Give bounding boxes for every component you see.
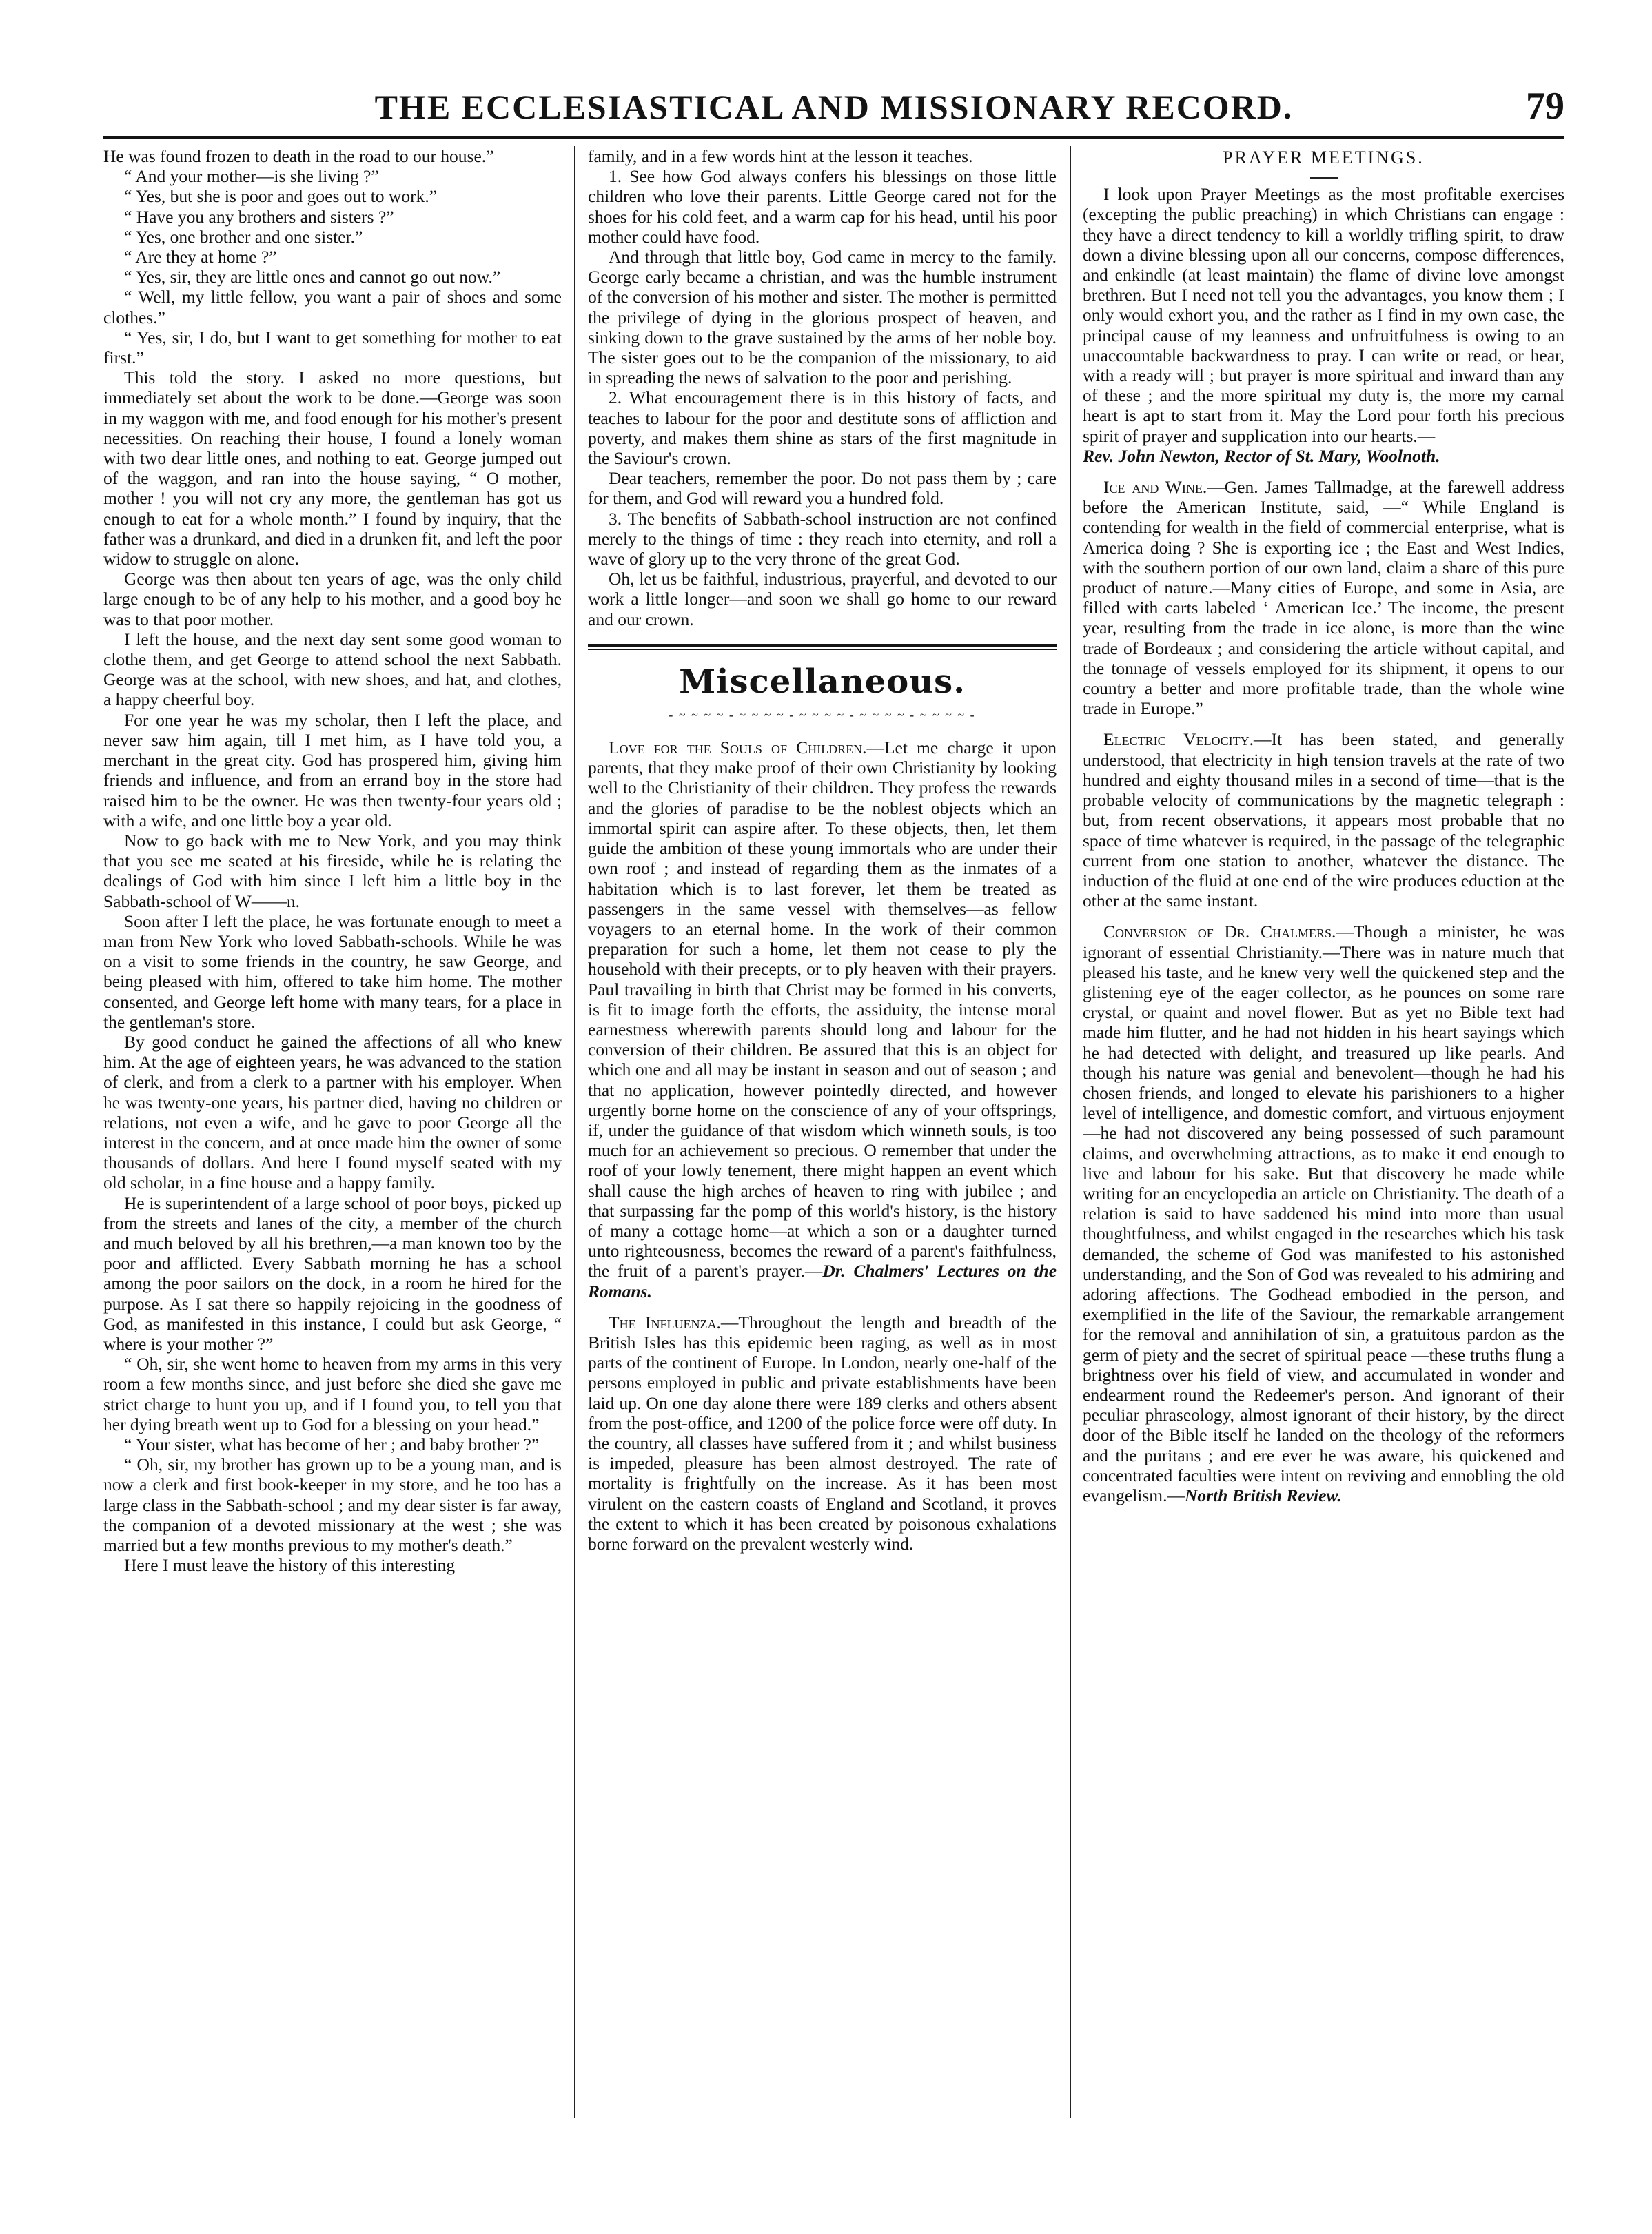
article-attribution: Dr. Chalmers' Lectures on the Romans.	[588, 1261, 1057, 1301]
article-electric-velocity	[1083, 729, 1564, 911]
article-body: —Gen. James Tallmadge, at the farewell address before the American Institute, said, —“ While England is contending for wealth in the field of commercial enterprise, what is America doing ? She is exporting ice ; the East and West Indies, with the southern portion of our own land, claim a share of this pure product of nature.—Many cities of Europe, and some in Asia, are filled with carts labeled ‘ American Ice.’ The income, the present year, resulting from the trade in ice alone, is more than the wine trade of Bordeaux ; and considering the article without capital, and the tonnage of vessels employed for its shipment, it opens to our country a better and more profitable trade, than the whole wine trade in Europe.”	[1083, 477, 1564, 719]
article-attribution: North British Review.	[1185, 1485, 1342, 1505]
section-heading-prayer-meetings: PRAYER MEETINGS.	[1223, 148, 1425, 167]
article-heading: The Influenza.	[609, 1312, 721, 1332]
paragraph: Dear teachers, remember the poor. Do not pass them by ; care for them, and God will reward you a hundred fold.	[588, 468, 1057, 509]
paragraph: I left the house, and the next day sent some good woman to clothe them, and get George to attend school the next Sabbath. George was at the school, with new shoes, and hat, and clothes, a happy cheerful boy.	[103, 629, 562, 710]
paragraph: He was found frozen to death in the road to our house.”	[103, 146, 494, 166]
article-influenza	[588, 1312, 1057, 1554]
paragraph: “ Yes, one brother and one sister.”	[124, 226, 363, 247]
paragraph: “ Yes, sir, they are little ones and cannot go out now.”	[124, 267, 501, 287]
paragraph: Oh, let us be faithful, industrious, prayerful, and devoted to our work a little longer—and soon we shall go home to our reward and our crown.	[588, 569, 1057, 629]
article-heading: Conversion of Dr. Chalmers.	[1103, 922, 1336, 942]
article-body: —Though a minister, he was ignorant of essential Christianity.—There was in nature much that pleased his taste, and he knew very well the quickened step and the glistening eye of the eager collector, as he pounces on some rare crystal, or quaint and novel flower. But as yet no Bible text had made him flutter, and he had not hidden in his heart sayings which he had detected with delight, and treasured up like pearls. And though his nature was genial and benevolent—though he had his chosen friends, and longed to elevate his parishioners to a higher level of intelligence, and domestic comfort, and virtuous enjoyment—he had not discovered any being possessed of such paramount claims, and overwhelming attractions, as to make it end enough to live and labour for his sake. But that discovery he made while writing for an encyclopedia an article on Christianity. The death of a relation is said to have saddened his mind into more than usual thoughtfulness, and whilst engaged in the researches which his task demanded, the scheme of God was manifested to his astonished understanding, and the Son of God was revealed to his admiring and adoring affections. The Godhead embodied in the person, and exemplified in the life of the Saviour, the remarkable arrangement for the removal and annihilation of sin, a gratuitous pardon as the germ of piety and the secret of spiritual peace —these truths flung a brightness over his field of view, and accumulated in wonder and endearment round the Redeemer's person. And ignorant of their peculiar phraseology, almost ignorant of their history, by the direct door of the Bible itself he landed on the theology of the reformers and the puritans ; and ere ever he was aware, his quickened and concentrated faculties were intent on reviving and ennobling the old evangelism.—	[1083, 922, 1564, 1505]
paragraph: Now to go back with me to New York, and you may think that you see me seated at his fireside, while he is relating the dealings of God with him since I left him a little boy in the Sabbath-school of W——n.	[103, 830, 562, 911]
paragraph: For one year he was my scholar, then I left the place, and never saw him again, till I met him, as I have told you, a merchant in the great city. God has prospered him, giving him friends and influence, and from an errand boy in the store had raised him to be the owner. He was then twenty-four years old ; with a wife, and one little boy a year old.	[103, 709, 562, 831]
column-rule	[574, 146, 575, 2118]
article-heading: Electric Velocity.	[1103, 729, 1254, 750]
paragraph: This told the story. I asked no more questions, but immediately set about the work to be done.—George was soon in my waggon with me, and food enough for his mother's present necessities. On reaching their house, I found a lonely woman with two dear little ones, and nothing to eat. George jumped out of the waggon, and ran into the house saying, “ O mother, mother ! you will not cry any more, the gentleman has got us enough to eat for a whole month.” I found by inquiry, that the father was a drunkard, and died in a drunken fit, and left the poor widow to struggle on alone.	[103, 367, 562, 569]
paragraph: “ Oh, sir, my brother has grown up to be a young man, and is now a clerk and first book-keeper in my store, and he too has a large class in the Sabbath-school ; and my dear sister is far away, the companion of a devoted missionary at the west ; she was married but a few months previous to my mother's death.”	[103, 1454, 562, 1556]
paragraph: 2. What encouragement there is in this history of facts, and teaches to labour for the poor and destitute sons of affliction and poverty, and makes them shine as stars of the first magnitude in the Saviour's crown.	[588, 387, 1057, 469]
paragraph: “ Your sister, what has become of her ; and baby brother ?”	[124, 1434, 540, 1454]
miscellaneous-section-header	[588, 644, 1057, 725]
column-middle	[588, 146, 1057, 2166]
article-attribution: Rev. John Newton, Rector of St. Mary, Woolnoth.	[1083, 445, 1440, 466]
article-body: —Throughout the length and breadth of the British Isles has this epidemic been raging, as well as in most parts of the continent of Europe. In London, nearly one-half of the persons employed in public and private establishments have been laid up. On one day alone there were 189 clerks and others absent from the post-office, and 1200 of the police force were off duty. In the country, all classes have suffered from it ; and whilst business is impeded, pleasure has been almost destroyed. The rate of mortality is frightfully on the increase. As it has been most virulent on the eastern coasts of England and Scotland, it proves the extent to which it has been created by poisonous exhalations borne forward on the prevalent westerly wind.	[588, 1312, 1057, 1554]
column-rule	[1070, 146, 1071, 2118]
paragraph: And through that little boy, God came in mercy to the family. George early became a christian, and was the humble instrument of the conversion of his mother and sister. The mother is permitted the privilege of dying in the glorious prospect of heaven, and sinking down to the grave sustained by the arms of her noble boy. The sister goes out to be the companion of the missionary, to aid in spreading the news of salvation to the poor and perishing.	[588, 247, 1057, 388]
paragraph: “ Yes, but she is poor and goes out to work.”	[124, 186, 438, 207]
paragraph: “ And your mother—is she living ?”	[124, 166, 379, 187]
column-right	[1083, 146, 1564, 2166]
paragraph: “ Have you any brothers and sisters ?”	[124, 206, 394, 227]
page-header	[103, 83, 1564, 139]
paragraph: family, and in a few words hint at the lesson it teaches.	[588, 146, 973, 166]
publication-title: THE ECCLESIASTICAL AND MISSIONARY RECORD.	[374, 88, 1294, 126]
paragraph: “ Are they at home ?”	[124, 247, 277, 267]
paragraph: By good conduct he gained the affections of all who knew him. At the age of eighteen years, he was advanced to the station of clerk, and from a clerk to a partner with his employer. When he was twenty-one years, his partner died, having no children or relations, not even a wife, and he gave to poor George all the interest in the concern, and at once made him the owner of some thousands of dollars. And here I found myself seated with my old scholar, in a fine house and a happy family.	[103, 1031, 562, 1193]
section-title: Miscellaneous.	[679, 662, 966, 701]
column-left	[103, 146, 562, 2166]
article-body: I look upon Prayer Meetings as the most profitable exercises (excepting the public preaching) in which Christians can engage : they have a direct tendency to kill a worldly trifling spirit, to draw down a divine blessing upon all our concerns, compose differences, and enkindle (at least maintain) the flame of divine love amongst brethren. But I need not tell you the advantages, you know them ; I only would exhort you, and the rather as I find in my own case, the principal cause of my leanness and unfruitfulness is owing to an unaccountable backwardness to pray. I can write or read, or hear, with a ready will ; but prayer is more spiritual and inward than any of these ; and the more spiritual my duty is, the more my carnal heart is apt to start from it. May the Lord pour forth his precious spirit of prayer and supplication into our hearts.—	[1083, 184, 1564, 446]
double-rule	[588, 644, 1057, 650]
ornamental-divider: - ~ ~ ~ ~ - ~ ~ ~ ~ - ~ ~ ~ ~ - ~ ~ ~ ~ - ~ ~ ~ ~ -	[669, 707, 976, 722]
article-ice-and-wine	[1083, 477, 1564, 718]
newspaper-page	[103, 83, 1564, 2171]
paragraph: “ Yes, sir, I do, but I want to get something for mother to eat first.”	[103, 327, 562, 368]
paragraph: George was then about ten years of age, was the only child large enough to be of any help to his mother, and a good boy he was to that poor mother.	[103, 569, 562, 629]
short-rule	[1310, 177, 1338, 179]
article-body: —It has been stated, and generally understood, that electricity in high tension travels at the rate of two hundred and eighty thousand miles in a second of time—that is the probable velocity of communications by the magnetic telegraph : but, from recent observations, it appears most probable that no space of time whatever is required, in the passage of the telegraphic current from one station to another, whatever the distance. The induction of the fluid at one end of the wire produces eduction at the other at the same instant.	[1083, 729, 1564, 911]
article-heading: Ice and Wine.	[1103, 477, 1207, 498]
article-heading: Love for the Souls of Children.	[609, 738, 867, 758]
article-prayer-meetings	[1083, 184, 1564, 466]
article-love-for-souls	[588, 738, 1057, 1301]
paragraph: Here I must leave the history of this interesting	[124, 1555, 456, 1576]
page-number: 79	[1526, 85, 1564, 128]
paragraph: He is superintendent of a large school of poor boys, picked up from the streets and lanes of the city, a member of the church and much beloved by all his brethren,—a man known too by the poor and afflicted. Every Sabbath morning he has a school among the poor sailors on the dock, in a room he hired for the purpose. As I sat there so happily rejoicing in the goodness of God, as manifested in this instance, I could but ask George, “ where is your mother ?”	[103, 1192, 562, 1354]
paragraph: 3. The benefits of Sabbath-school instruction are not confined merely to the things of time : they reach into eternity, and roll a wave of glory up to the very throne of the great God.	[588, 508, 1057, 569]
columns	[103, 146, 1564, 2166]
article-body: —Let me charge it upon parents, that they make proof of their own Christianity by looking well to the Christianity of their children. They profess the rewards and the glories of paradise to be the noblest objects which an immortal spirit can aspire after. To these objects, then, let them guide the ambition of these young immortals who are under their own roof ; and instead of regarding them as the inmates of a habitation which is to last forever, let them be treated as passengers in the same vessel with themselves—as fellow voyagers to an eternal home. In the work of their common preparation for such a home, let them not cease to ply the household with their precepts, or to ply heaven with their prayers. Paul travailing in birth that Christ may be formed in his converts, is fit to image forth the efforts, the assiduity, the intense moral earnestness wherewith parents should long and labour for the conversion of their children. Be assured that this is an object for which one and all may be instant in season and out of season ; and that no application, however pointedly directed, and however urgently borne home on the conscience of any of your offsprings, if, under the guidance of that wisdom which winneth souls, is too much for an achievement so precious. O remember that under the roof of your lowly tenement, there might happen an event which shall cause the high arches of heaven to ring with jubilee ; and that surpassing far the pomp of this world's history, is the history of many a cottage home—at which a son or a daughter turned unto righteousness, becomes the reward of a parent's faithfulness, the fruit of a parent's prayer.—	[588, 738, 1057, 1281]
paragraph: “ Well, my little fellow, you want a pair of shoes and some clothes.”	[103, 287, 562, 327]
article-conversion-chalmers	[1083, 922, 1564, 1505]
paragraph: 1. See how God always confers his blessings on those little children who love their parents. Little George cared not for the shoes for his cold feet, and a warm cap for his head, until his poor mother could have food.	[588, 166, 1057, 247]
paragraph: Soon after I left the place, he was fortunate enough to meet a man from New York who loved Sabbath-schools. While he was on a visit to some friends in the country, he saw George, and being pleased with him, offered to take him home. The mother consented, and George left home with many tears, for a place in the gentleman's store.	[103, 911, 562, 1032]
paragraph: “ Oh, sir, she went home to heaven from my arms in this very room a few months since, and just before she died she gave me strict charge to hunt you up, and if I found you, to tell you that her dying breath went up to God for a blessing on your head.”	[103, 1354, 562, 1434]
